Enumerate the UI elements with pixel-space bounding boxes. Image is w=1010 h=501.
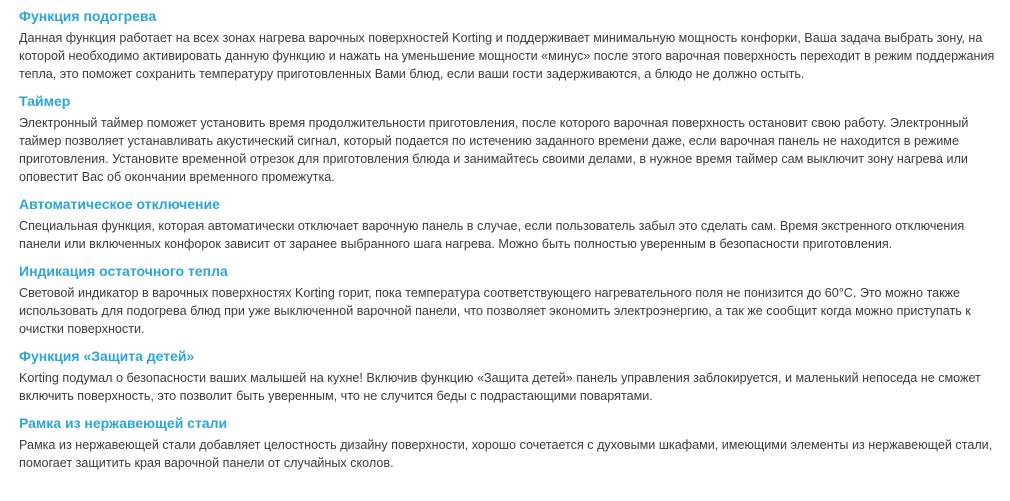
feature-title: Индикация остаточного тепла bbox=[19, 263, 228, 279]
feature-title: Таймер bbox=[19, 93, 71, 109]
feature-description: Специальная функция, которая автоматически отключает варочную панель в случае, если пользователь забыл это сделать сам. Время экстренного отключения панели или включенных конфорок зависит от заранее выбранного шага нагрева. Можно быть полностью уверенным в безопасности приготовления. bbox=[19, 219, 965, 251]
feature-title: Автоматическое отключение bbox=[19, 196, 220, 212]
feature-description: Световой индикатор в варочных поверхностях Korting горит, пока температура соответствующего нагревательного поля не понизится до 60°С. Это можно также использовать для подогрева блюд при уже выключенной варочной панели, что позволяет экономить электроэнергию, а так же сообщит когда можно приступать к очистки поверхности. bbox=[19, 286, 971, 336]
feature-auto-shutoff bbox=[19, 194, 996, 253]
feature-stainless-frame bbox=[19, 413, 996, 472]
feature-residual-heat bbox=[19, 261, 996, 338]
feature-title: Рамка из нержавеющей стали bbox=[19, 415, 228, 431]
feature-keep-warm bbox=[19, 6, 996, 83]
feature-timer bbox=[19, 91, 996, 186]
feature-title: Функция подогрева bbox=[19, 8, 157, 24]
feature-description: Электронный таймер поможет установить время продолжительности приготовления, после которого варочная поверхность остановит свою работу. Электронный таймер позволяет устанавливать акустический сигнал, который подается по истечению заданного времени даже, если варочная панель не находится в режиме приготовления. Установите временной отрезок для приготовления блюда и занимайтесь своими делами, в нужное время таймер сам выключит зону нагрева или оповестит Вас об окончании временного промежутка. bbox=[19, 116, 969, 184]
feature-description: Данная функция работает на всех зонах нагрева варочных поверхностей Korting и поддерживает минимальную мощность конфорки, Ваша задача выбрать зону, на которой необходимо активировать данную функцию и нажать на уменьшение мощности «минус» после этого варочная поверхность переходит в режим поддержания тепла, это поможет сохранить температуру приготовленных Вами блюд, если ваши гости задерживаются, а блюдо не должно остыть. bbox=[19, 31, 995, 81]
feature-description: Korting подумал о безопасности ваших малышей на кухне! Включив функцию «Защита детей» панель управления заблокируется, и маленький непоседа не сможет включить поверхность, это позволит быть уверенным, что не случится беды с подрастающими поварятами. bbox=[19, 371, 981, 403]
feature-title: Функция «Защита детей» bbox=[19, 348, 195, 364]
feature-child-lock bbox=[19, 346, 996, 405]
feature-description: Рамка из нержавеющей стали добавляет целостность дизайну поверхности, хорошо сочетается с духовыми шкафами, имеющими элементы из нержавеющей стали, помогает защитить края варочной панели от случайных сколов. bbox=[19, 438, 993, 470]
